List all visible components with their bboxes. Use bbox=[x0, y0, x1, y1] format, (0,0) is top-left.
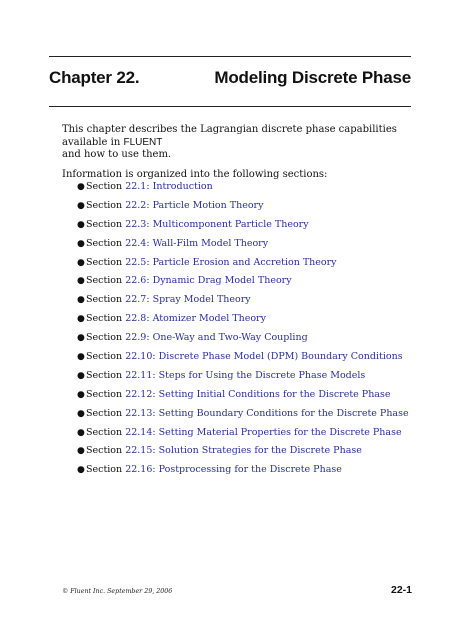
section-separator: : bbox=[152, 369, 159, 381]
section-separator: : bbox=[146, 275, 153, 287]
section-separator: : bbox=[146, 237, 153, 249]
section-link-title[interactable]: Setting Material Properties for the Discrete Phase bbox=[158, 426, 402, 438]
section-link-title[interactable]: Particle Motion Theory bbox=[152, 199, 264, 211]
section-link-number[interactable]: 22.13 bbox=[125, 407, 153, 419]
bullet-icon: ● bbox=[77, 200, 85, 211]
section-list-item bbox=[77, 461, 409, 480]
section-list-item bbox=[77, 197, 409, 216]
section-link-number[interactable]: 22.6 bbox=[125, 275, 147, 287]
section-prefix: Section bbox=[86, 275, 123, 287]
bullet-icon: ● bbox=[77, 389, 85, 400]
section-list-item bbox=[77, 216, 409, 235]
section-separator: : bbox=[152, 388, 159, 400]
section-prefix: Section bbox=[86, 464, 123, 476]
bullet-icon: ● bbox=[77, 182, 85, 192]
section-link-number[interactable]: 22.1 bbox=[125, 181, 147, 192]
section-link-title[interactable]: Steps for Using the Discrete Phase Models bbox=[158, 369, 366, 381]
section-link-title[interactable]: Discrete Phase Model (DPM) Boundary Conditions bbox=[158, 351, 403, 363]
bullet-icon: ● bbox=[77, 352, 85, 363]
section-separator: : bbox=[146, 313, 153, 325]
section-prefix: Section bbox=[86, 407, 123, 419]
section-separator: : bbox=[152, 445, 159, 457]
section-link-title[interactable]: Setting Initial Conditions for the Discrete Phase bbox=[158, 388, 391, 400]
section-link-number[interactable]: 22.15 bbox=[125, 445, 153, 457]
section-link-title[interactable]: Introduction bbox=[152, 181, 213, 192]
product-name: FLUENT bbox=[123, 136, 163, 148]
bullet-icon: ● bbox=[77, 370, 85, 381]
section-list-item bbox=[77, 405, 409, 424]
section-list-item bbox=[77, 310, 409, 329]
section-list-item bbox=[77, 329, 409, 348]
section-link-number[interactable]: 22.10 bbox=[125, 351, 153, 363]
footer-copyright: © Fluent Inc. September 29, 2006 bbox=[62, 588, 173, 595]
section-link-number[interactable]: 22.12 bbox=[125, 388, 153, 400]
section-list-item bbox=[77, 235, 409, 254]
bullet-icon: ● bbox=[77, 465, 85, 476]
bullet-icon: ● bbox=[77, 238, 85, 249]
intro-paragraph-2: Information is organized into the following sections: bbox=[62, 168, 328, 180]
section-separator: : bbox=[146, 199, 153, 211]
section-list-item bbox=[77, 367, 409, 386]
section-link-number[interactable]: 22.16 bbox=[125, 464, 153, 476]
section-list-item bbox=[77, 178, 409, 197]
section-link-number[interactable]: 22.8 bbox=[125, 313, 147, 325]
section-link-title[interactable]: Setting Boundary Conditions for the Discrete Phase bbox=[158, 407, 409, 419]
bullet-icon: ● bbox=[77, 314, 85, 325]
section-prefix: Section bbox=[86, 181, 123, 192]
chapter-number: Chapter 22. bbox=[49, 68, 140, 87]
page-number: 22-1 bbox=[390, 584, 412, 596]
bullet-icon: ● bbox=[77, 257, 85, 268]
section-separator: : bbox=[146, 256, 153, 268]
section-list-item bbox=[77, 254, 409, 273]
chapter-header bbox=[49, 68, 411, 88]
section-separator: : bbox=[152, 464, 159, 476]
section-link-number[interactable]: 22.11 bbox=[125, 369, 153, 381]
bullet-icon: ● bbox=[77, 295, 85, 306]
bullet-icon: ● bbox=[77, 446, 85, 457]
section-link-title[interactable]: Wall-Film Model Theory bbox=[152, 237, 269, 249]
section-prefix: Section bbox=[86, 313, 123, 325]
section-list bbox=[77, 178, 409, 480]
section-link-number[interactable]: 22.2 bbox=[125, 199, 147, 211]
section-list-item bbox=[77, 291, 409, 310]
section-prefix: Section bbox=[86, 218, 123, 230]
section-separator: : bbox=[152, 407, 159, 419]
section-list-item bbox=[77, 424, 409, 443]
top-rule bbox=[49, 56, 411, 57]
section-link-title[interactable]: Multicomponent Particle Theory bbox=[152, 218, 309, 230]
section-list-item bbox=[77, 442, 409, 461]
section-link-title[interactable]: Atomizer Model Theory bbox=[152, 313, 266, 325]
bottom-rule bbox=[49, 106, 411, 107]
section-list-item bbox=[77, 386, 409, 405]
section-separator: : bbox=[152, 426, 159, 438]
bullet-icon: ● bbox=[77, 408, 85, 419]
section-prefix: Section bbox=[86, 332, 123, 344]
section-separator: : bbox=[146, 332, 153, 344]
section-link-number[interactable]: 22.7 bbox=[125, 294, 147, 306]
section-prefix: Section bbox=[86, 199, 123, 211]
bullet-icon: ● bbox=[77, 219, 85, 230]
section-list-item bbox=[77, 272, 409, 291]
section-separator: : bbox=[146, 294, 153, 306]
section-separator: : bbox=[146, 181, 153, 192]
section-prefix: Section bbox=[86, 237, 123, 249]
section-prefix: Section bbox=[86, 294, 123, 306]
section-link-title[interactable]: One-Way and Two-Way Coupling bbox=[152, 332, 308, 344]
section-link-title[interactable]: Spray Model Theory bbox=[152, 294, 251, 306]
section-prefix: Section bbox=[86, 351, 123, 363]
section-separator: : bbox=[146, 218, 153, 230]
section-prefix: Section bbox=[86, 388, 123, 400]
section-link-title[interactable]: Dynamic Drag Model Theory bbox=[152, 275, 292, 287]
section-link-title[interactable]: Postprocessing for the Discrete Phase bbox=[158, 464, 342, 476]
section-link-title[interactable]: Solution Strategies for the Discrete Phase bbox=[158, 445, 362, 457]
section-link-number[interactable]: 22.9 bbox=[125, 332, 147, 344]
section-list-item bbox=[77, 348, 409, 367]
section-separator: : bbox=[152, 351, 159, 363]
bullet-icon: ● bbox=[77, 427, 85, 438]
intro-paragraph-1 bbox=[62, 124, 412, 162]
section-prefix: Section bbox=[86, 256, 123, 268]
section-prefix: Section bbox=[86, 369, 123, 381]
section-link-title[interactable]: Particle Erosion and Accretion Theory bbox=[152, 256, 337, 268]
bullet-icon: ● bbox=[77, 333, 85, 344]
section-link-number[interactable]: 22.3 bbox=[125, 218, 147, 230]
section-prefix: Section bbox=[86, 445, 123, 457]
section-link-number[interactable]: 22.5 bbox=[125, 256, 147, 268]
section-link-number[interactable]: 22.14 bbox=[125, 426, 153, 438]
bullet-icon: ● bbox=[77, 276, 85, 287]
intro-text-part: This chapter describes the Lagrangian discrete phase capabilities available in bbox=[62, 124, 397, 148]
intro-text-part: and how to use them. bbox=[62, 149, 172, 160]
section-link-number[interactable]: 22.4 bbox=[125, 237, 147, 249]
section-prefix: Section bbox=[86, 426, 123, 438]
chapter-title: Modeling Discrete Phase bbox=[214, 68, 411, 87]
